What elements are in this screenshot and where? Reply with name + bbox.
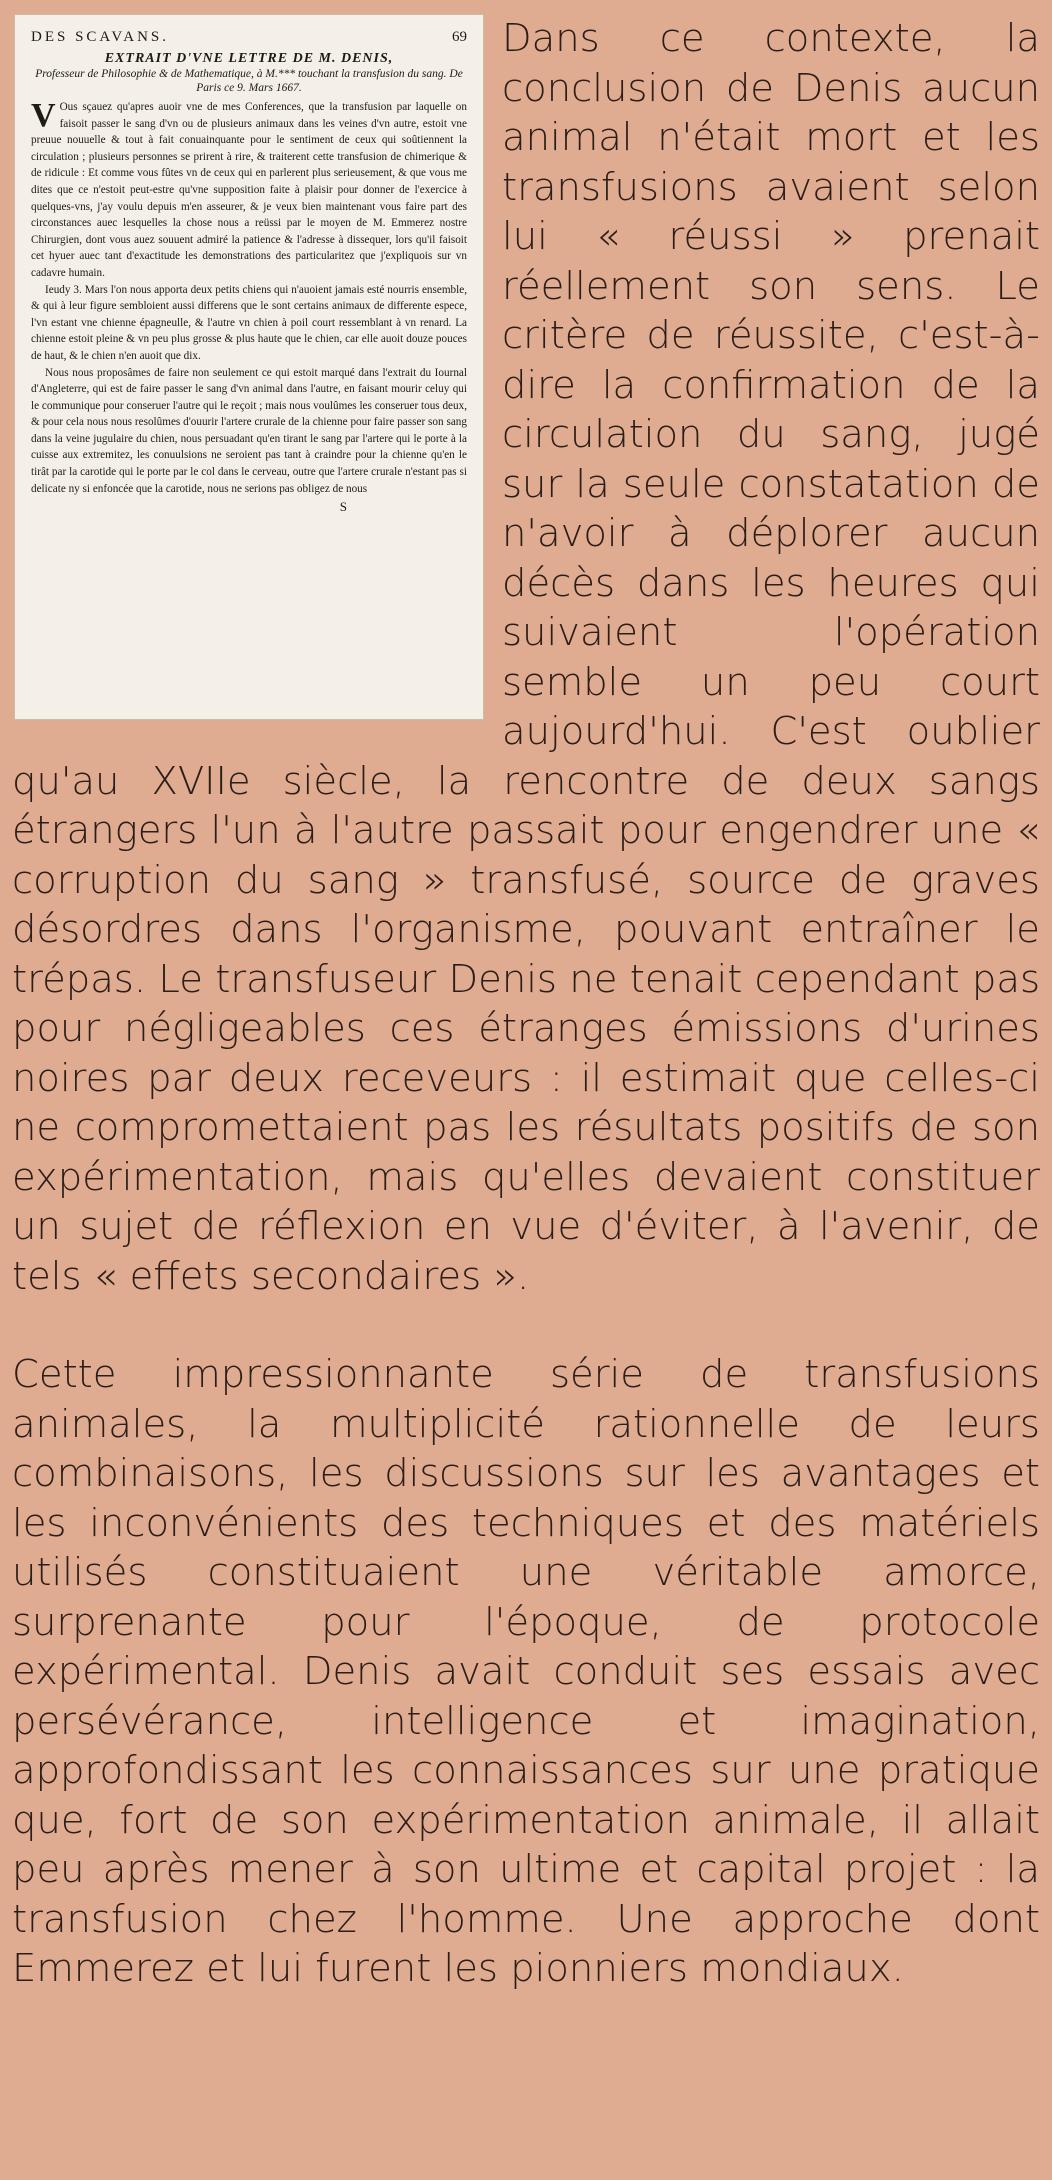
article-paragraph-1: Dans ce contexte, la conclusion de Denis aucun animal n'était mort et les transfusions avaient selon lui « réussi » prenait réellement son sens. Le critère de réussite, c'est-à-dire la confirmation de la circulation du sang, jugé sur la seule constatation de n'avoir à déplorer aucun décès dans les heures qui suivaient l'opération semble un peu court aujourd'hui. C'est oublier qu'au XVIIe siècle, la rencontre de deux sangs étrangers l'un à l'autre passait pour engendrer une « corruption du sang » transfusé, source de graves désordres dans l'organisme, pouvant entraîner le trépas. Le transfuseur Denis ne tenait cependant pas pour négligeables ces étranges émissions d'urines noires par deux receveurs : il estimait que celles-ci ne compromettaient pas les résultats positifs de son expérimentation, mais qu'elles devaient constituer un sujet de réflexion en vue d'éviter, à l'avenir, de tels « effets secondaires ».: [12, 16, 1040, 1299]
figure-paragraph-text: Ous sçauez qu'apres auoir vne de mes Conferences, que la transfusion par laquelle on faisoit passer le sang d'vn ou de plusieurs animaux dans les veines d'vn autre, estoit vne preuue nouuelle & tout à fait conuainquante pour le sentiment de ceux qui soûtiennent la circulation ; plusieurs personnes se prirent à rire, & traiterent cette transfusion de chimerique & de ridicule : Et comme vous fûtes vn de ceux qui en parlerent plus serieusement, & que vous me dites que ce n'estoit peut-estre qu'vne supposition faite à plaisir pour donner de l'exercice à quelques-vns, j'ay voulu depuis m'en asseurer, & je veux bien maintenant vous faire part des circonstances auec lesquelles la chose nous a reüssi par le moyen de M. Emmerez nostre Chirurgien, dont vous auez souuent admiré la patience & l'adresse à dissequer, lors qu'il faisoit cet hyuer auec tant d'exactitude les demonstrations des particularitez que j'expliquois sur vn cadavre humain.: [31, 101, 467, 279]
figure-body: [31, 99, 467, 497]
figure-title: EXTRAIT D'VNE LETTRE DE M. DENIS,: [104, 51, 394, 66]
figure-header-title: DES SCAVANS.: [31, 29, 169, 45]
figure-signature-mark: S: [339, 499, 347, 515]
article-paragraph-2: Cette impressionnante série de transfusions animales, la multiplicité rationnelle de leurs combinaisons, les discussions sur les avantages et les inconvénients des techniques et des matériels utilisés constituaient une véritable amorce, surprenante pour l'époque, de protocole expérimental. Denis avait conduit ses essais avec persévérance, intelligence et imagination, approfondissant les connaissances sur une pratique que, fort de son expérimentation animale, il allait peu après mener à son ultime et capital projet : la transfusion chez l'homme. Une approche dont Emmerez et lui furent les pionniers mondiaux.: [12, 1352, 1040, 1991]
figure-dropcap: V: [31, 97, 56, 134]
figure-header: [31, 29, 467, 46]
historical-letter-image: [14, 14, 484, 720]
figure-paragraph: [31, 99, 467, 282]
figure-paragraph: Ieudy 3. Mars l'on nous apporta deux petits chiens qui n'auoient jamais esté nourris ensemble, & qui à leur figure sembloient aussi differens que le sont certains animaux de differente espece, l'vn estant vne chienne épagneulle, & l'autre vn chien à poil court ressemblant à vn renard. La chienne estoit pleine & vn peu plus grosse & plus haute que le chien, car elle auoit douze pouces de haut, & le chien n'en auoit que dix.: [31, 283, 467, 362]
figure-paragraph: Nous nous proposâmes de faire non seulement ce qui estoit marqué dans l'extrait du Iournal d'Angleterre, qui est de faire passer le sang d'vn animal dans l'autre, en faisant mourir celuy qui le communique pour conseruer l'autre qui le reçoit ; mais nous voulûmes les conseruer tous deux, & pour cela nous nous resolûmes d'ouurir l'artere crurale de la chienne pour faire passer son sang dans la veine jugulaire du chien, nous persuadant qu'en tirant le sang par l'artere qui le porte à la cuisse aux extremitez, les conuulsions ne seroient pas tant à craindre pour la chienne qu'en le tirât par la carotide qui le porte par le col dans le cerveau, outre que l'artere crurale n'estant pas si delicate ny si enfoncée que la carotide, nous ne serions pas obligez de nous: [31, 366, 467, 495]
figure-page-number: 69: [452, 29, 467, 45]
figure-subtitle: Professeur de Philosophie & de Mathematique, à M.*** touchant la transfusion du sang. De Paris ce 9. Mars 1667.: [35, 68, 463, 94]
